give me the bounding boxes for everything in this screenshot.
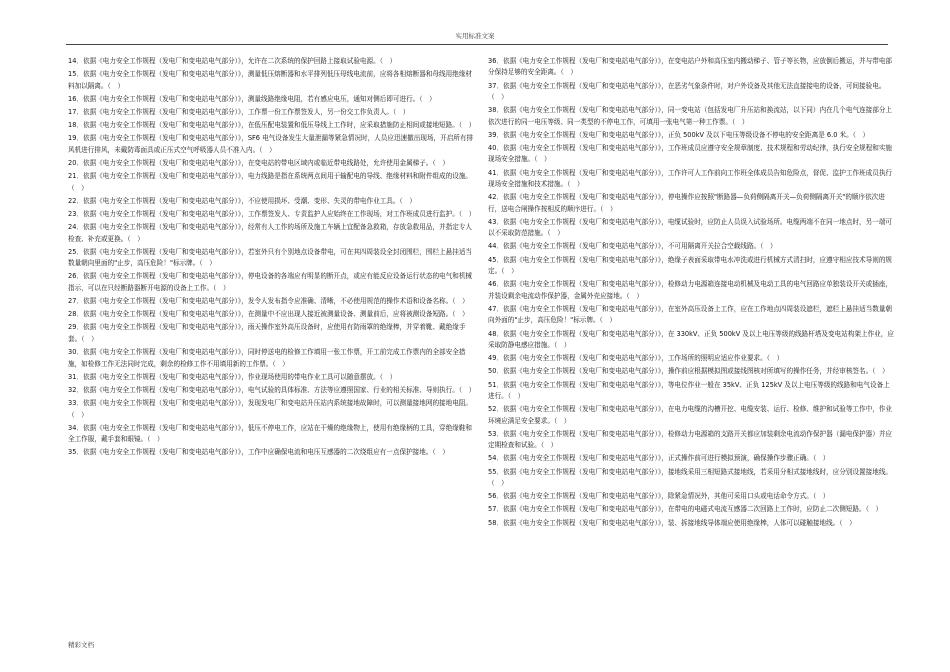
question-item: 50．依据《电力安全工作规程（发电厂和变电站电气部分）》，操作前应根据模拟图或接线图核对所填写的操作任务，并经审核签名。（ ） xyxy=(488,367,889,376)
question-item: 36．依据《电力安全工作规程（发电厂和变电站电气部分）》，在变电站户外和高压室内搬动梯子、管子等长物，应放倒后搬运，并与带电部分保持足够的安全距离。（ ） xyxy=(488,57,893,77)
question-item: 31．依据《电力安全工作规程（发电厂和变电站电气部分）》，作业现场使用的带电作业工具可以随意摆放。（ ） xyxy=(68,372,397,381)
question-item: 23．依据《电力安全工作规程（发电厂和变电站电气部分）》，工作票签发人、专责监护人应始终在工作现场，对工作班成员进行监护。（ ） xyxy=(68,210,476,219)
question-item: 35．依据《电力安全工作规程（发电厂和变电站电气部分）》，工作中应确保电流和电压互感器的二次绕组应有一点保护接地。（ ） xyxy=(68,448,449,457)
question-item: 57．依据《电力安全工作规程（发电厂和变电站电气部分）》，在带电的电磁式电流互感器二次回路上工作时，应防止二次侧短路。（ ） xyxy=(488,505,883,514)
question-item: 17．依据《电力安全工作规程（发电厂和变电站电气部分）》，工作票一份工作票签发人，另一份交工作负责人。（ ） xyxy=(68,108,410,117)
question-item: 21．依据《电力安全工作规程（发电厂和变电站电气部分）》，电力线路是指在系统两点间用于输配电的导线、绝缘材料和附件组成的设施。（ ） xyxy=(68,172,473,192)
question-item: 47．依据《电力安全工作规程（发电厂和变电站电气部分）》，在室外高压设备上工作，应在工作地点四周装设遮栏，遮栏上悬挂适当数量朝向外面的"止步，高压危险！"标示牌。（ ） xyxy=(488,304,893,325)
question-item: 14．依据《电力安全工作规程（发电厂和变电站电气部分）》，允许在二次系统的保护回路上接取试验电源。（ ） xyxy=(68,57,397,65)
question-item: 22．依据《电力安全工作规程（发电厂和变电站电气部分）》，不应使用损坏、受潮、变形、失灵的带电作业工具。（ ） xyxy=(68,196,416,205)
question-item: 28．依据《电力安全工作规程（发电厂和变电站电气部分）》，在测量中不应出现人接近被测量设备、测量前后，应将被测设备短路。（ ） xyxy=(68,310,469,319)
question-item: 25．依据《电力安全工作规程（发电厂和变电站电气部分）》，若室外只有个别地点设备带电，可在其四周装设全封闭围栏，围栏上悬挂适当数量朝向里面的"止步，高压危险！"标示牌。（ ） xyxy=(68,247,473,268)
question-item: 54．依据《电力安全工作规程（发电厂和变电站电气部分）》，正式操作前可进行模拟预演，确保操作步骤正确。（ ） xyxy=(488,454,830,463)
question-item: 33．依据《电力安全工作规程（发电厂和变电站电气部分）》，发现发电厂和变电站升压站内系统接地故障时，可以测量接地网的接地电阻。（ ） xyxy=(68,399,473,419)
question-item: 40．依据《电力安全工作规程（发电厂和变电站电气部分）》，工作班成员应遵守安全规章制度、技术规程和劳动纪律，执行安全规程和实施现场安全措施。（ ） xyxy=(488,144,893,164)
question-item: 53．依据《电力安全工作规程（发电厂和变电站电气部分）》，检修动力电源箱的支路开关都应加装剩余电流动作保护器（漏电保护器）并应定期检查和试验。（ ） xyxy=(488,429,893,450)
question-item: 49．依据《电力安全工作规程（发电厂和变电站电气部分）》，工作场所的照明应适应作业要求。（ ） xyxy=(488,354,784,363)
question-item: 39．依据《电力安全工作规程（发电厂和变电站电气部分）》，正负 500kV 及以下电压等级设备不停电的安全距离是 6.0 米。（ ） xyxy=(488,130,870,139)
page-footer: 精彩文档 xyxy=(68,641,94,649)
question-item: 45．依据《电力安全工作规程（发电厂和变电站电气部分）》，绝缘子表面采取带电水冲洗或进行机械方式清扫时，应遵守相应技术导则的规定。（ ） xyxy=(488,255,893,276)
question-item: 46．依据《电力安全工作规程（发电厂和变电站电气部分）》，检修动力电源箱连接电动机械及电动工具的电气回路应单独装设开关或插座，并装设剩余电流动作保护器，金属外壳应接地。（ ） xyxy=(488,280,893,300)
question-item: 52．依据《电力安全工作规程（发电厂和变电站电气部分）》，在电力电缆的沟槽开挖、电缆安装、运行、检修、维护和试验等工作中，作业环境应满足安全要求。（ ） xyxy=(488,405,893,425)
question-item: 20．依据《电力安全工作规程（发电厂和变电站电气部分）》，在变电站的带电区域内或临近带电线路处，允许使用金属梯子。（ ） xyxy=(68,159,449,168)
question-item: 37．依据《电力安全工作规程（发电厂和变电站电气部分）》，在恶劣气象条件时，对户外设备及其他无法直接接电的设备，可间接验电。（ ） xyxy=(488,81,886,102)
question-item: 34．依据《电力安全工作规程（发电厂和变电站电气部分）》，低压不停电工作，应站在干燥的绝缘物上，使用有绝缘柄的工具，穿绝缘鞋和全工作服，戴手套和眼镜。（ ） xyxy=(68,423,473,444)
header-divider xyxy=(66,44,888,45)
question-item: 30．依据《电力安全工作规程（发电厂和变电站电气部分）》，同时停送电的检修工作填用一张工作票，开工前完成工作票内的全部安全措施，如检修工作无法同时完成，剩余的检修工作不用填用新的工作票。（ ） xyxy=(68,348,466,368)
question-column-left xyxy=(68,56,474,461)
question-item: 56．依据《电力安全工作规程（发电厂和变电站电气部分）》，除紧急情况外，其他可采用口头或电话命令方式。（ ） xyxy=(488,492,830,501)
question-item: 42．依据《电力安全工作规程（发电厂和变电站电气部分）》，停电操作应按照"断路器—负荷侧隔离开关—负荷侧隔离开关"的顺序依次进行，送电合闸操作按相反的顺序进行。（ ） xyxy=(488,193,885,213)
question-item: 27．依据《电力安全工作规程（发电厂和变电站电气部分）》，发令人发布指令应准确、清晰，不必使用规范的操作术语和设备名称。（ ） xyxy=(68,297,469,306)
question-item: 32．依据《电力安全工作规程（发电厂和变电站电气部分）》，电气试验的具体标准、方法等应遵照国家、行业的相关标准、导则执行。（ ） xyxy=(68,385,476,394)
question-item: 41．依据《电力安全工作规程（发电厂和变电站电气部分）》，工作许可人工作前向工作班全体成员告知危险点，督促、监护工作班成员执行现场安全措施和技术措施。（ ） xyxy=(488,168,893,189)
question-item: 18．依据《电力安全工作规程（发电厂和变电站电气部分）》，在低压配电装置和低压导线上工作时，应采取措施防止相间或接地短路。（ ） xyxy=(68,121,476,130)
question-item: 15．依据《电力安全工作规程（发电厂和变电站电气部分）》，测量低压熔断器和水平排列低压母线电流前，应将各相熔断器和母线用绝缘材料加以隔离。（ ） xyxy=(68,70,473,90)
question-item: 38．依据《电力安全工作规程（发电厂和变电站电气部分）》，同一变电站（包括发电厂升压站和换流站，以下同）内在几个电气连接部分上依次进行的同一电压等级、同一类型的不停电工作，可填用一张电气第一种工作票。（ ） xyxy=(488,106,893,126)
page-header: 实用标准文案 xyxy=(455,32,495,40)
question-item: 19．依据《电力安全工作规程（发电厂和变电站电气部分）》，SF6 电气设备发生大量泄漏等紧急情况时，人员应迅速撤出现场，开启所有排风机进行排风，未戴防毒面具或正压式空气呼吸器人员不准入内。（ ） xyxy=(68,134,474,154)
question-item: 48．依据《电力安全工作规程（发电厂和变电站电气部分）》，在 330kV、正负 500kV 及以上电压等级的线路杆塔及变电站构架上作业，应采取防静电感应措施。（ ） xyxy=(488,329,894,349)
question-column-right xyxy=(488,56,894,531)
question-item: 24．依据《电力安全工作规程（发电厂和变电站电气部分）》，经常有人工作的场所及施工车辆上宜配备急救箱，存放急救用品，并指定专人检查、补充或更换。（ ） xyxy=(68,223,473,243)
question-item: 51．依据《电力安全工作规程（发电厂和变电站电气部分）》，等电位作业一般在 35kV、正负 125kV 及以上电压等级的线路和电气设备上进行。（ ） xyxy=(488,380,890,400)
question-item: 58．依据《电力安全工作规程（发电厂和变电站电气部分）》，装、拆接地线导体端应使用绝缘棒，人体可以碰触接地线。（ ） xyxy=(488,518,856,527)
question-item: 26．依据《电力安全工作规程（发电厂和变电站电气部分）》，停电设备的各端应有明显的断开点，或应有能反应设备运行状态的电气和机械指示，可以在只经断路器断开电源的设备上工作。（ ） xyxy=(68,272,473,292)
question-item: 55．依据《电力安全工作规程（发电厂和变电站电气部分）》，接地线采用三相短路式接地线，若采用分相式接地线时，应分别设置接地线。（ ） xyxy=(488,467,893,487)
question-item: 44．依据《电力安全工作规程（发电厂和变电站电气部分）》，不可用隔离开关拉合空载线路。（ ） xyxy=(488,242,777,251)
question-item: 29．依据《电力安全工作规程（发电厂和变电站电气部分）》，雨天操作室外高压设备时，应使用有防雨罩的绝缘棒，并穿着靴、戴绝缘手套。（ ） xyxy=(68,323,466,343)
question-item: 43．依据《电力安全工作规程（发电厂和变电站电气部分）》，电缆试验时，应防止人员误入试验场所。电缆两端不在同一地点时，另一端可以不采取防范措施。（ ） xyxy=(488,217,893,238)
question-item: 16．依据《电力安全工作规程（发电厂和变电站电气部分）》，测量线路绝缘电阻，若有感应电压，通知对侧后即可进行。（ ） xyxy=(68,94,436,103)
